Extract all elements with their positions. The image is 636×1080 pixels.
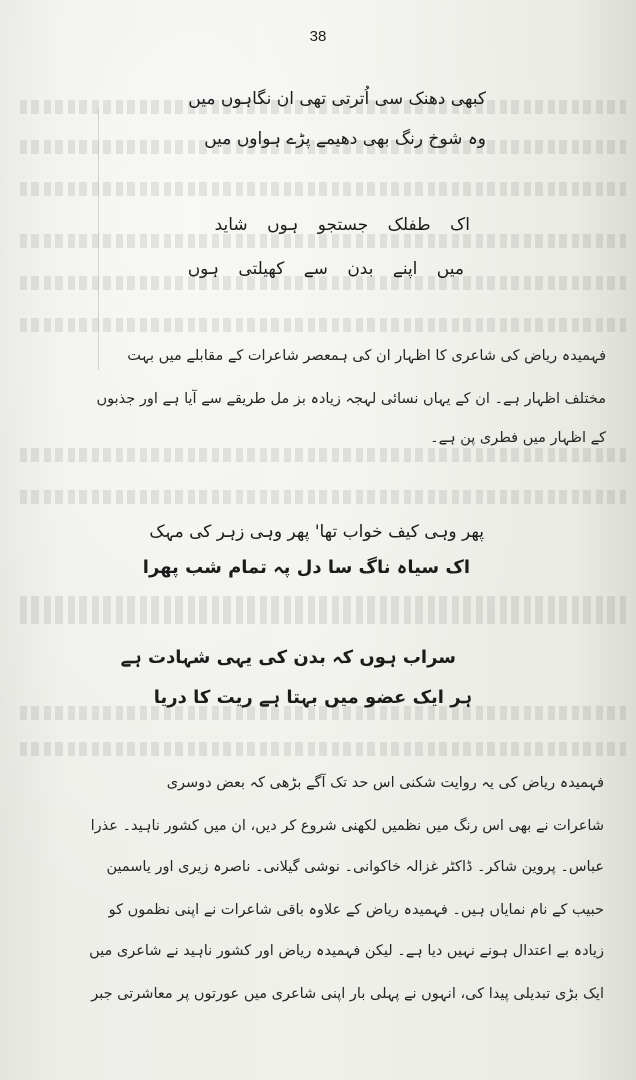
paragraph-line: فہمیدہ ریاض کی یہ روایت شکنی اس حد تک آگے بڑھی کہ بعض دوسری <box>166 775 604 791</box>
show-through-line <box>20 318 626 332</box>
show-through-line <box>20 448 626 462</box>
show-through-line <box>20 706 626 720</box>
show-through-line <box>20 742 626 756</box>
paragraph-line: مختلف اظہار ہے۔ ان کے یہاں نسائی لہجہ زیادہ بز مل طریقے سے آیا ہے اور جذبوں <box>96 391 606 407</box>
page-number: 38 <box>309 28 327 45</box>
show-through-line <box>20 490 626 504</box>
margin-rule <box>98 110 99 370</box>
verse-line: کبھی دھنک سی اُترتی تھی ان نگاہوں میں <box>188 89 486 109</box>
show-through-line <box>20 234 626 248</box>
verse-line: ہر ایک عضو میں بہتا ہے ریت کا دریا <box>153 687 472 708</box>
paragraph-line: ایک بڑی تبدیلی پیدا کی، انہوں نے پہلی بار اپنی شاعری میں عورتوں پر معاشرتی جبر <box>91 986 604 1002</box>
paragraph-line: شاعرات نے بھی اس رنگ میں نظمیں لکھنی شروع کر دیں، ان میں کشور ناہید۔ عذرا <box>90 818 604 834</box>
verse-line: وہ شوخ رنگ بھی دھیمے پڑے ہواوں میں <box>204 129 486 149</box>
verse-line: میں اپنے بدن سے کھیلتی ہوں <box>187 259 464 279</box>
paragraph-line: حبیب کے نام نمایاں ہیں۔ فہمیدہ ریاض کے علاوہ باقی شاعرات نے اپنی نظموں کو <box>108 902 604 918</box>
paragraph-line: فہمیدہ ریاض کی شاعری کا اظہار ان کی ہمعصر شاعرات کے مقابلے میں بہت <box>127 348 606 364</box>
verse-line: اک سیاہ ناگ سا دل پہ تمام شب پھرا <box>142 557 470 578</box>
paragraph-line: زیادہ بے اعتدال ہونے نہیں دیا ہے۔ لیکن فہمیدہ ریاض اور کشور ناہید نے شاعری میں <box>89 943 604 959</box>
verse-line: اک طفلک جستجو ہوں شاید <box>214 215 470 235</box>
paragraph-line: عباس۔ پروین شاکر۔ ڈاکٹر غزالہ خاکوانی۔ نوشی گیلانی۔ ناصرہ زیری اور یاسمین <box>106 859 604 875</box>
show-through-line <box>20 596 626 610</box>
paragraph-line: کے اظہار میں فطری پن ہے۔ <box>430 430 606 446</box>
verse-line: سراب ہوں کہ بدن کی یہی شہادت ہے <box>120 647 456 668</box>
show-through-line <box>20 182 626 196</box>
verse-line: پھر وہی کیف خواب تھا' پھر وہی زہر کی مہک <box>149 522 484 542</box>
show-through-line <box>20 610 626 624</box>
